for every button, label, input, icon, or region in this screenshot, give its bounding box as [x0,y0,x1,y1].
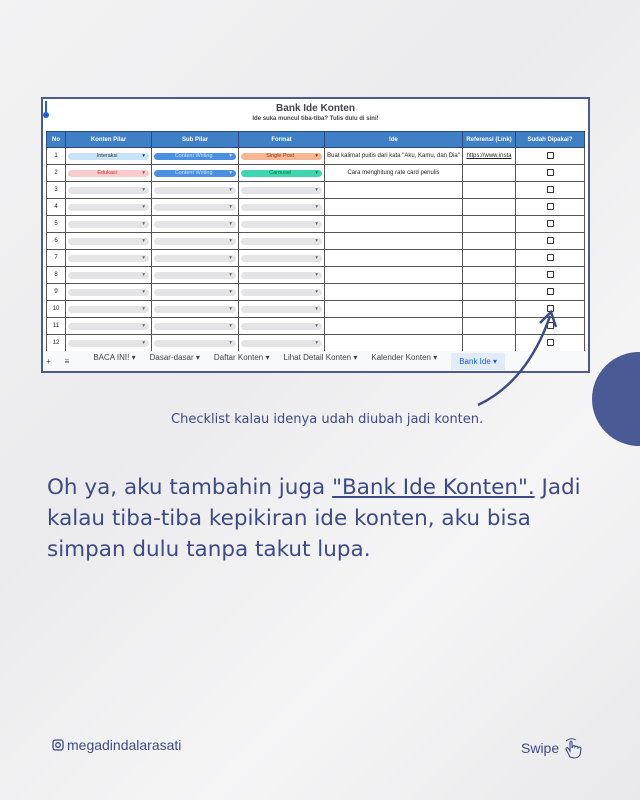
chevron-down-icon: ▾ [229,238,232,244]
checklist-note: Checklist kalau idenya udah diubah jadi konten. [171,412,484,427]
tab-label: Kalender Konten [371,352,431,362]
chevron-down-icon: ▾ [142,306,145,312]
dropdown-value: Content Writing [174,153,213,159]
main-text-highlight: "Bank Ide Konten". [332,475,535,500]
chevron-down-icon: ▾ [315,340,318,346]
chevron-down-icon: ▾ [229,187,232,193]
chevron-down-icon: ▾ [315,238,318,244]
chevron-down-icon: ▾ [490,356,498,366]
row-number: 1 [47,148,66,165]
chevron-down-icon: ▾ [315,289,318,295]
chevron-down-icon: ▾ [142,170,145,176]
tab-label: Daftar Konten [213,352,264,362]
chevron-down-icon: ▾ [229,255,232,261]
chevron-down-icon: ▾ [315,255,318,261]
column-header: Konten Pilar [66,132,152,148]
chevron-down-icon: ▾ [229,306,232,312]
chevron-down-icon: ▾ [351,352,358,362]
instagram-handle[interactable] [52,737,181,753]
chevron-down-icon: ▾ [229,204,232,210]
chevron-down-icon: ▾ [315,187,318,193]
dropdown-value: Content Writing [174,170,213,176]
dropdown-value: Carousel [269,170,292,176]
row-number: 12 [47,335,66,352]
chevron-down-icon: ▾ [263,352,270,362]
chevron-down-icon: ▾ [430,352,438,362]
tab-label: BACA INI! [93,352,130,362]
row-number: 10 [47,301,66,318]
column-header: Ide [325,132,463,148]
chevron-down-icon: ▾ [229,340,232,346]
main-text-intro: Oh ya, aku tambahin juga [47,475,326,500]
chevron-down-icon: ▾ [315,221,318,227]
main-text [47,472,607,565]
ide-cell[interactable]: Buat kalimat puitis dari kata "Aku, Kamu, dan Dia" [325,148,463,165]
sheet-title: Bank Ide Konten [276,103,355,114]
chevron-down-icon: ▾ [229,289,232,295]
row-number: 3 [47,182,66,199]
dropdown-value: Interaksi [96,153,118,159]
chevron-down-icon: ▾ [142,340,145,346]
column-header: Format [239,132,325,148]
column-header: Sudah Dipakai? [516,132,585,148]
chevron-down-icon: ▾ [142,187,145,193]
tab-label: Bank Ide [459,356,491,366]
main-text-body: Jadi kalau tiba-tiba kepikiran ide konten, aku bisa simpan dulu tanpa takut lupa. [47,475,581,562]
chevron-down-icon: ▾ [142,272,145,278]
hand-swipe-icon [562,737,584,759]
handle-text: megadindalarasati [67,737,182,753]
row-number: 7 [47,250,66,267]
chevron-down-icon: ▾ [142,153,145,159]
column-header: Sub Pilar [152,132,239,148]
sheet-subtitle: Ide suka muncul tiba-tiba? Tulis dulu di sini! [252,116,379,122]
chevron-down-icon: ▾ [229,170,232,176]
chevron-down-icon: ▾ [229,221,232,227]
chevron-down-icon: ▾ [315,170,318,176]
row-number: 2 [47,165,66,182]
chevron-down-icon: ▾ [315,306,318,312]
column-header: Referensi (Link) [463,132,516,148]
row-number: 11 [47,318,66,335]
chevron-down-icon: ▾ [315,272,318,278]
chevron-down-icon: ▾ [229,272,232,278]
instagram-icon [52,739,64,751]
chevron-down-icon: ▾ [229,153,232,159]
chevron-down-icon: ▾ [142,255,145,261]
chevron-down-icon: ▾ [129,352,136,362]
chevron-down-icon: ▾ [142,323,145,329]
chevron-down-icon: ▾ [142,238,145,244]
ide-cell[interactable]: Cara menghitung rate card penulis [325,165,463,182]
column-header: No [47,132,66,148]
tab-label: Lihat Detail Konten [283,352,352,362]
chevron-down-icon: ▾ [315,323,318,329]
swipe-hint [521,737,584,759]
row-number: 4 [47,199,66,216]
tab-label: Dasar-dasar [149,352,194,362]
dropdown-value: Single Post [266,153,295,159]
swipe-text: Swipe [521,740,560,756]
chevron-down-icon: ▾ [315,204,318,210]
chevron-down-icon: ▾ [142,221,145,227]
row-number: 8 [47,267,66,284]
chevron-down-icon: ▾ [315,153,318,159]
chevron-down-icon: ▾ [193,352,200,362]
referensi-cell[interactable]: https://www.insta [463,148,516,165]
chevron-down-icon: ▾ [142,204,145,210]
row-number: 9 [47,284,66,301]
chevron-down-icon: ▾ [142,289,145,295]
all-sheets-menu[interactable]: ≡ [64,356,70,366]
row-number: 6 [47,233,66,250]
add-sheet-button[interactable]: + [46,356,51,366]
dropdown-value: Edukasi [97,170,117,176]
row-number: 5 [47,216,66,233]
chevron-down-icon: ▾ [229,323,232,329]
